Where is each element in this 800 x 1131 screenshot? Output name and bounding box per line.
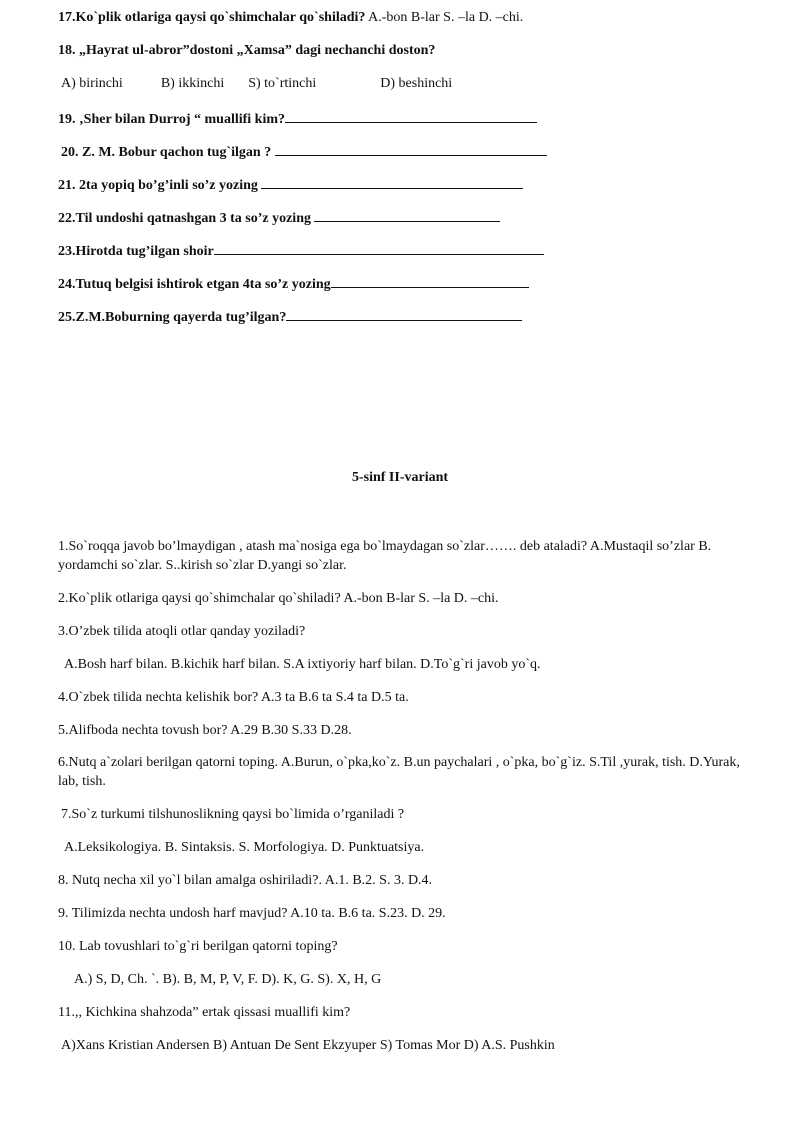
question-18-options [61, 75, 452, 93]
question-19 [58, 108, 537, 129]
answer-blank [286, 306, 522, 321]
answer-blank [214, 240, 544, 255]
question-5: 5.Alifboda nechta tovush bor? A.29 B.30 S.33 D.28. [58, 723, 352, 738]
option-b: B) ikkinchi [160, 76, 225, 91]
question-19-text: 19. ‚Sher bilan Durroj “ muallifi kim? [58, 112, 286, 127]
variant-title: 5-sinf II-variant [351, 470, 449, 485]
answer-blank [275, 141, 547, 156]
question-21 [58, 174, 523, 195]
question-24-text: 24.Tutuq belgisi ishtirok etgan 4ta so’z yozing [58, 277, 331, 292]
question-7: 7.So`z turkumi tilshunoslikning qaysi bo`limida o’rganiladi ? [61, 807, 405, 822]
answer-blank [285, 108, 537, 123]
answer-blank [314, 207, 500, 222]
question-25-text: 25.Z.M.Boburning qayerda tug’ilgan? [58, 310, 287, 325]
option-d: D) beshinchi [380, 76, 453, 91]
question-22 [58, 207, 500, 228]
question-20 [61, 141, 547, 162]
question-21-text: 21. 2ta yopiq bo’g’inli so’z yozing [58, 178, 258, 193]
question-24 [58, 273, 529, 294]
question-23 [58, 240, 544, 261]
question-6: 6.Nutq a`zolari berilgan qatorni toping. A.Burun, o`pka,ko`z. B.un paychalari , o`pka, bo`g`iz. S.Til ,yurak, tish. D.Yurak, lab, tish. [58, 755, 740, 789]
question-3-options: A.Bosh harf bilan. B.kichik harf bilan. S.A ixtiyoriy harf bilan. D.To`g`ri javob yo`q. [64, 657, 541, 672]
question-25 [58, 306, 522, 327]
question-10-options: A.) S, D, Ch. `. B). B, M, P, V, F. D). K, G. S). X, H, G [74, 972, 382, 987]
question-10: 10. Lab tovushlari to`g`ri berilgan qatorni toping? [58, 939, 338, 954]
question-1: 1.So`roqqa javob bo’lmaydigan , atash ma`nosiga ega bo`lmaydagan so`zlar……. deb ataladi? A.Mustaqil so’zlar B. yordamchi so`zlar. S..kirish so`zlar D.yangi so`zlar. [58, 539, 712, 573]
question-11-options: A)Xans Kristian Andersen B) Antuan De Sent Ekzyuper S) Tomas Mor D) A.S. Pushkin [61, 1038, 555, 1053]
question-11: 11.,, Kichkina shahzoda” ertak qissasi muallifi kim? [58, 1005, 351, 1020]
question-17 [58, 9, 523, 27]
question-17-text: 17.Ko`plik otlariga qaysi qo`shimchalar qo`shiladi? [58, 10, 366, 25]
question-17-options: A.-bon B-lar S. –la D. –chi. [368, 10, 524, 25]
question-4: 4.O`zbek tilida nechta kelishik bor? A.3 ta B.6 ta S.4 ta D.5 ta. [58, 690, 409, 705]
question-20-text: 20. Z. M. Bobur qachon tug`ilgan ? [61, 145, 272, 160]
question-3: 3.O’zbek tilida atoqli otlar qanday yoziladi? [58, 624, 306, 639]
question-9: 9. Tilimizda nechta undosh harf mavjud? A.10 ta. B.6 ta. S.23. D. 29. [58, 906, 446, 921]
question-8: 8. Nutq necha xil yo`l bilan amalga oshiriladi?. A.1. B.2. S. 3. D.4. [58, 873, 433, 888]
question-22-text: 22.Til undoshi qatnashgan 3 ta so’z yozing [58, 211, 311, 226]
option-a: A) birinchi [61, 76, 123, 91]
question-2: 2.Ko`plik otlariga qaysi qo`shimchalar qo`shiladi? A.-bon B-lar S. –la D. –chi. [58, 591, 499, 606]
answer-blank [331, 273, 529, 288]
question-18: 18. „Hayrat ul-abror”dostoni „Xamsa” dagi nechanchi doston? [58, 43, 436, 58]
question-7-options: A.Leksikologiya. B. Sintaksis. S. Morfologiya. D. Punktuatsiya. [64, 840, 425, 855]
question-23-text: 23.Hirotda tug’ilgan shoir [58, 244, 214, 259]
option-c: S) to`rtinchi [248, 76, 317, 91]
answer-blank [261, 174, 523, 189]
